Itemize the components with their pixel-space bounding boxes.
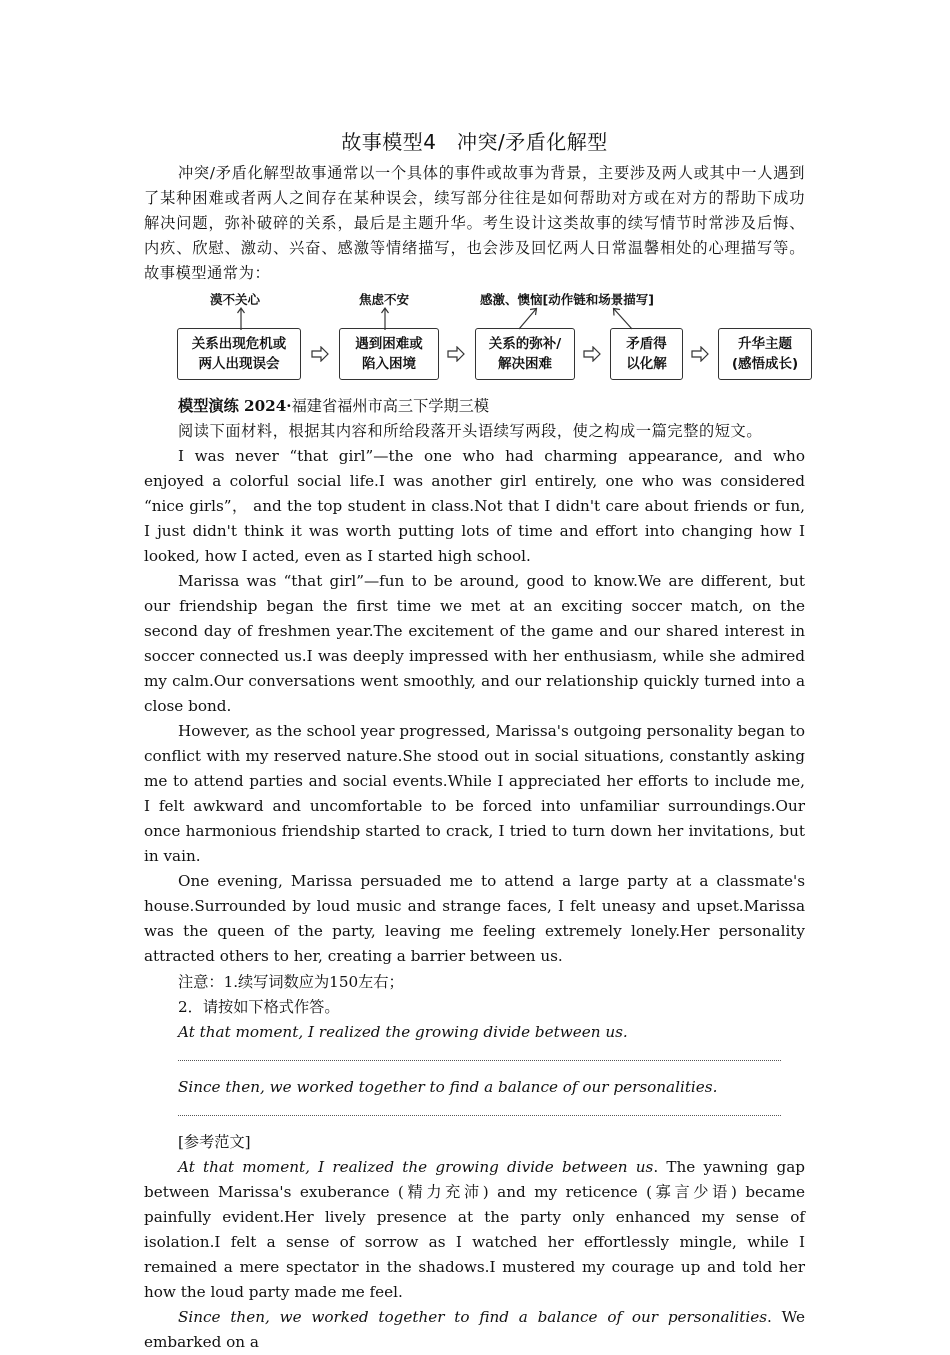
right-arrow-icon: [311, 346, 329, 362]
reference-opening: At that moment, I realized the growing divide between us: [178, 1158, 654, 1176]
prompt-paragraph-1: At that moment, I realized the growing divide between us.: [178, 1023, 628, 1041]
exercise-label: 模型演练 2024·: [178, 397, 292, 415]
page-title: 故事模型4 冲突/矛盾化解型: [341, 130, 608, 154]
intro-paragraph: 冲突/矛盾化解型故事通常以一个具体的事件或故事为背景，主要涉及两人或其中一人遇到了某种困难或者两人之间存在某种误会，续写部分往往是如何帮助对方或在对方的帮助下成功解决问题，弥补破碎的关系，最后是主题升华。考生设计这类故事的续写情节时常涉及后悔、内疚、欣慰、激动、兴奋、感激等情绪描写，也会涉及回忆两人日常温馨相处的心理描写等。故事模型通常为：: [144, 164, 805, 282]
box-repair-relationship: [475, 328, 575, 380]
right-arrow-icon: [583, 346, 601, 362]
note-word-count: 注意：1.续写词数应为150左右；: [178, 973, 404, 991]
passage-paragraph: I was never “that girl”—the one who had charming appearance, and who enjoyed a colorful social life.I was another girl entirely, one who was considered “nice girls”， and the top student in class.Not that I didn't care about friends or fun, I just didn't think it was worth putting lots of time and effort into changing how I looked, how I acted, even as I started high school.: [144, 447, 805, 565]
box-conflict-resolved: [610, 328, 683, 380]
passage-paragraph: Marissa was “that girl”—fun to be around, good to know.We are different, but our friendship began the first time we met at an exciting soccer match, on the second day of freshmen year.The excitement of the game and our shared interest in soccer connected us.I was deeply impressed with her enthusiasm, while she admired my calm.Our conversations went smoothly, and our relationship quickly turned into a close bond.: [144, 572, 805, 715]
box-line: 解决困难: [498, 356, 552, 372]
story-model-diagram: [144, 290, 805, 388]
label-grateful-regretful: 感激、懊恼[动作链和场景描写]: [480, 292, 654, 307]
box-theme-elevation: [718, 328, 812, 380]
up-diagonal-arrow-icon: [610, 306, 634, 330]
passage-paragraph: However, as the school year progressed, Marissa's outgoing personality began to conflict with my reserved nature.She stood out in social situations, constantly asking me to attend parties and social events.While I appreciated her efforts to include me, I felt awkward and uncomfortable to be forced into unfamiliar surroundings.Our once harmonious friendship started to crack, I tried to turn down her invitations, but in vain.: [144, 722, 805, 865]
reference-opening: Since then, we worked together to find a balance of our personalities: [178, 1308, 768, 1326]
box-line: 关系出现危机或: [191, 336, 287, 352]
right-arrow-icon: [447, 346, 465, 362]
box-line: (感悟成长): [731, 356, 799, 372]
box-difficulty: [339, 328, 439, 380]
exercise-source: 福建省福州市高三下学期三模: [291, 397, 490, 415]
box-relationship-crisis: [177, 328, 301, 380]
box-line: 矛盾得: [626, 336, 667, 352]
label-anxious: 焦虑不安: [359, 292, 410, 307]
box-line: 陷入困境: [362, 356, 416, 372]
right-arrow-icon: [691, 346, 709, 362]
reference-heading: [参考范文]: [178, 1133, 251, 1151]
box-line: 以化解: [626, 356, 667, 372]
reference-paragraph: [144, 1305, 805, 1355]
reference-body: . The yawning gap between Marissa's exuberance (精力充沛) and my reticence (寡言少语) became painfully evident.Her lively presence at the party only enhanced my sense of isolation.I felt a sense of sorrow as I watched her effortlessly mingle, while I remained a mere spectator in the shadows.I mustered my courage up and told her how the loud party made me feel.: [144, 1158, 805, 1301]
box-line: 升华主题: [738, 336, 792, 352]
document-page: [144, 126, 805, 1355]
up-arrow-icon: [380, 306, 390, 330]
exercise-header: [144, 394, 805, 419]
passage-paragraph: One evening, Marissa persuaded me to attend a large party at a classmate's house.Surrounded by loud music and strange faces, I felt uneasy and upset.Marissa was the queen of the party, leaving me feeling extremely lonely.Her personality attracted others to her, creating a barrier between us.: [144, 872, 805, 965]
box-line: 遇到困难或: [355, 336, 423, 352]
up-arrow-icon: [236, 306, 246, 330]
label-indifferent: 漠不关心: [210, 292, 261, 307]
exercise-instruction: 阅读下面材料，根据其内容和所给段落开头语续写两段，使之构成一篇完整的短文。: [178, 422, 763, 440]
answer-line: [178, 1059, 781, 1061]
box-line: 关系的弥补/: [488, 336, 562, 352]
reference-paragraph: [144, 1155, 805, 1305]
box-line: 两人出现误会: [198, 356, 280, 372]
note-format: 2．请按如下格式作答。: [178, 998, 340, 1016]
answer-line: [178, 1114, 781, 1116]
reference-body: . We embarked on a: [144, 1308, 805, 1351]
up-diagonal-arrow-icon: [516, 306, 540, 330]
prompt-paragraph-2: Since then, we worked together to find a balance of our personalities.: [178, 1078, 718, 1096]
